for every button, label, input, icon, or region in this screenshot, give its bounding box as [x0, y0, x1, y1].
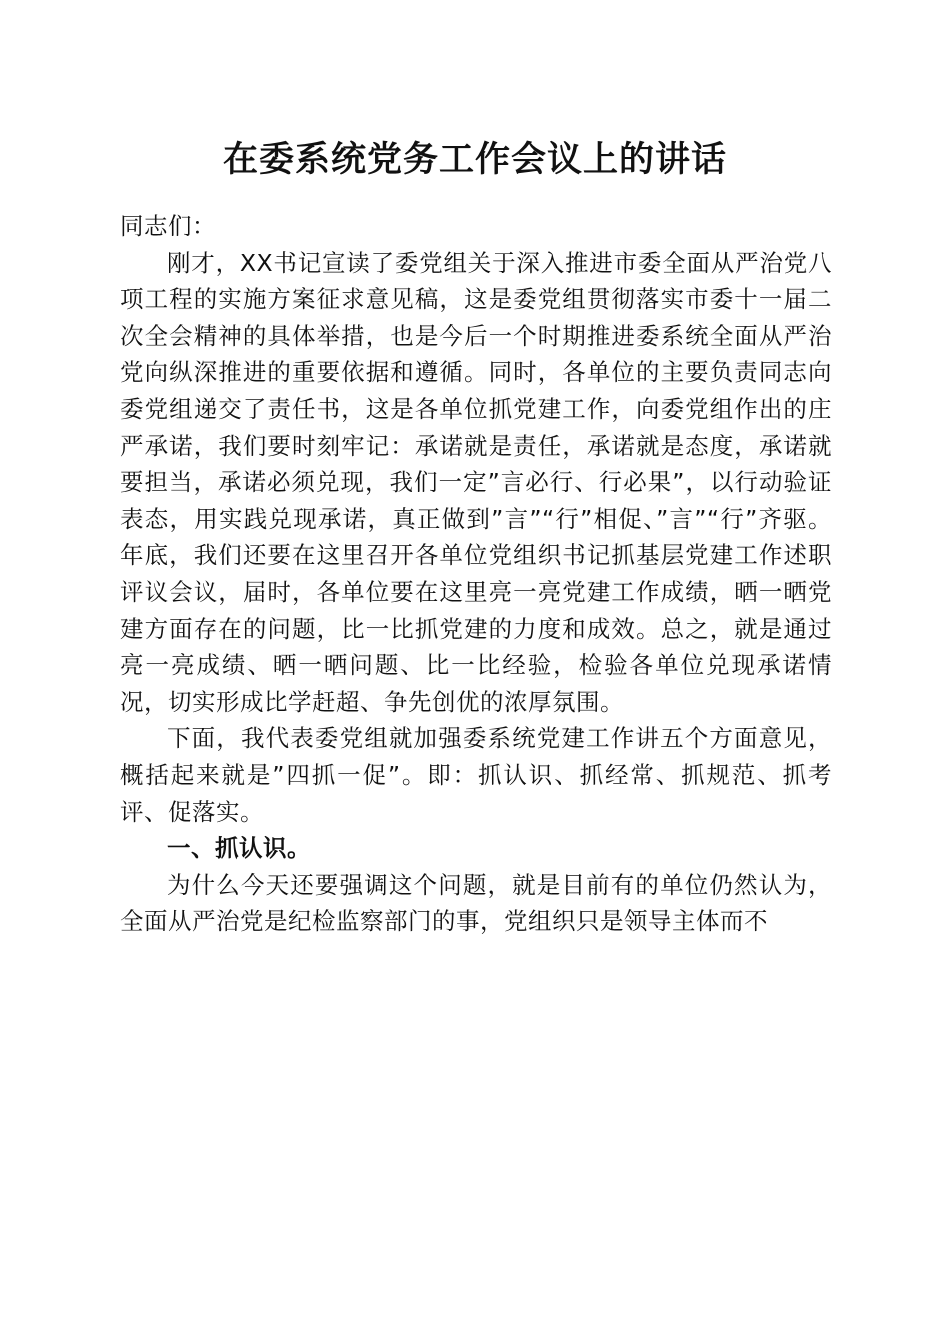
paragraph-opening: 刚才，XX书记宣读了委党组关于深入推进市委全面从严治党八项工程的实施方案征求意见稿，这是委党组贯彻落实市委十一届二次全会精神的具体举措，也是今后一个时期推进委系统全面从严治党向纵深推进的重要依据和遵循。同时，各单位的主要负责同志向委党组递交了责任书，这是各单位抓党建工作，向委党组作出的庄严承诺，我们要时刻牢记：承诺就是责任，承诺就是态度，承诺就要担当，承诺必须兑现，我们一定”言必行、行必果”，以行动验证表态，用实践兑现承诺，真正做到”言”“行”相促、”言”“行”齐驱。年底，我们还要在这里召开各单位党组织书记抓基层党建工作述职评议会议，届时，各单位要在这里亮一亮党建工作成绩，晒一晒党建方面存在的问题，比一比抓党建的力度和成效。总之，就是通过亮一亮成绩、晒一晒问题、比一比经验，检验各单位兑现承诺情况，切实形成比学赶超、争先创优的浓厚氛围。 [120, 248, 832, 716]
salutation: 同志们： [120, 212, 216, 240]
document-body [120, 208, 832, 940]
document-title: 在委系统党务工作会议上的讲话 [222, 139, 727, 180]
section-paragraph: 为什么今天还要强调这个问题，就是目前有的单位仍然认为，全面从严治党是纪检监察部门的事，党组织只是领导主体而不 [120, 870, 832, 936]
paragraph-outline: 下面，我代表委党组就加强委系统党建工作讲五个方面意见，概括起来就是”四抓一促”。即：抓认识、抓经常、抓规范、抓考评、促落实。 [120, 724, 832, 826]
section-heading: 一、抓认识。 [167, 834, 311, 863]
